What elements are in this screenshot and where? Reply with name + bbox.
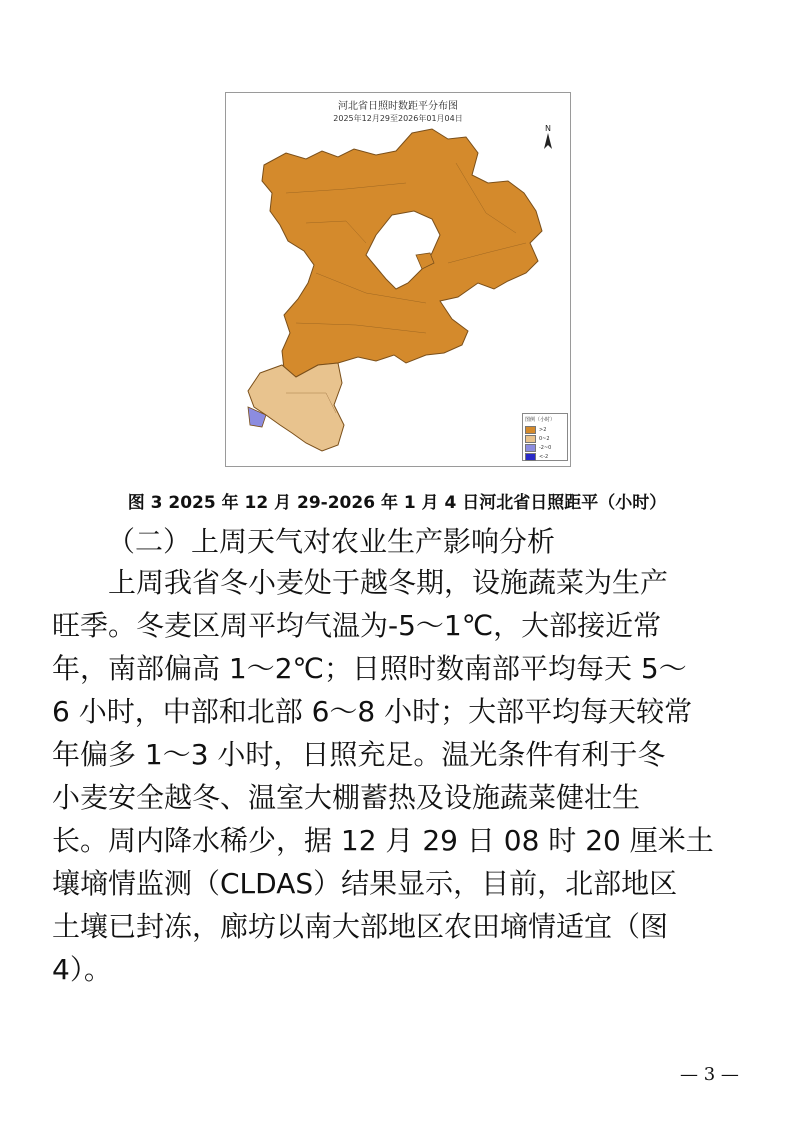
sunshine-anomaly-map-figure <box>225 92 571 467</box>
body-line: 土壤已封冻，廊坊以南大部地区农田墒情适宜（图 <box>52 910 669 943</box>
body-line: 上周我省冬小麦处于越冬期，设施蔬菜为生产 <box>108 566 669 599</box>
north-label: N <box>545 124 551 133</box>
page-number: — 3 — <box>680 1064 739 1085</box>
legend-item: >2 <box>525 425 565 434</box>
legend-item: <-2 <box>525 452 565 461</box>
body-line: 小麦安全越冬、温室大棚蓄热及设施蔬菜健壮生 <box>52 781 641 814</box>
legend-item: -2~0 <box>525 443 565 452</box>
hebei-map <box>226 93 572 468</box>
figure-caption: 图 3 2025 年 12 月 29-2026 年 1 月 4 日河北省日照距平（小时） <box>127 493 667 513</box>
section-heading: （二）上周天气对农业生产影响分析 <box>107 525 556 558</box>
body-line: 4）。 <box>52 953 112 986</box>
map-title: 河北省日照时数距平分布图 <box>338 101 458 112</box>
map-date-range: 2025年12月29至2026年01月04日 <box>333 114 463 123</box>
body-line: 长。周内降水稀少，据 12 月 29 日 08 时 20 厘米土 <box>52 824 714 857</box>
body-line: 旺季。冬麦区周平均气温为-5～1℃，大部接近常 <box>52 609 662 642</box>
legend-item: 0~2 <box>525 434 565 443</box>
body-line: 6 小时，中部和北部 6～8 小时；大部平均每天较常 <box>52 695 693 728</box>
map-legend <box>522 413 568 461</box>
body-line: 壤墒情监测（CLDAS）结果显示，目前，北部地区 <box>52 867 678 900</box>
body-line: 年偏多 1～3 小时，日照充足。温光条件有利于冬 <box>52 738 666 771</box>
north-arrow-icon <box>541 123 555 153</box>
body-line: 年，南部偏高 1～2℃；日照时数南部平均每天 5～ <box>52 652 687 685</box>
legend-title: 图例（小时） <box>525 417 556 423</box>
